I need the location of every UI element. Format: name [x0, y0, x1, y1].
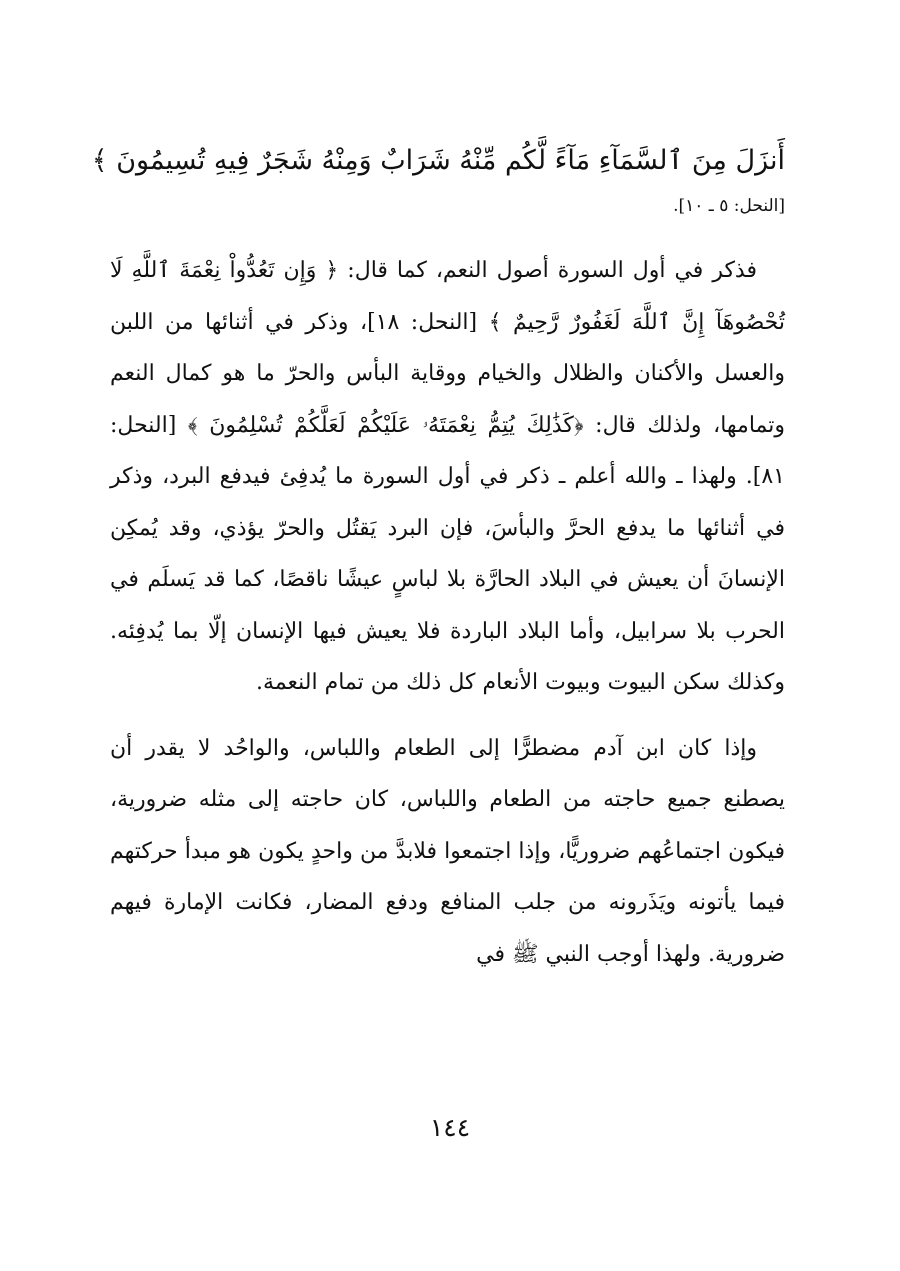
paragraph-1: فذكر في أول السورة أصول النعم، كما قال: ﴿ وَإِن تَعُدُّواْ نِعْمَةَ ٱللَّهِ لَا تُحْصُوهَآ إِنَّ ٱللَّهَ لَغَفُورٌ رَّحِيمٌ ﴾ [النحل: ١٨]، وذكر في أثنائها من اللبن والعسل والأكنان والظلال والخيام ووقاية البأس والحرّ ما هو كمال النعم وتمامها، ولذلك قال: ﴿كَذَٰلِكَ يُتِمُّ نِعْمَتَهُۥ عَلَيْكُمْ لَعَلَّكُمْ تُسْلِمُونَ ﴾ [النحل: ٨١]. ولهذا ـ والله أعلم ـ ذكر في أول السورة ما يُدفِئ فيدفع البرد، وذكر في أثنائها ما يدفع الحرَّ والبأسَ، فإن البرد يَقتُل والحرّ يؤذي، وقد يُمكِن الإنسانَ أن يعيش في البلاد الحارَّة بلا لباسٍ عيشًا ناقصًا، كما قد يَسلَم في الحرب بلا سرابيل، وأما البلاد الباردة فلا يعيش فيها الإنسان إلّا بما يُدفِئه. وكذلك سكن البيوت وبيوت الأنعام كل ذلك من تمام النعمة. — [110, 258, 785, 695]
paragraph-2: وإذا كان ابن آدم مضطرًّا إلى الطعام واللباس، والواحُد لا يقدر أن يصطنع جميع حاجته من الطعام واللباس، كان حاجته إلى مثله ضرورية، فيكون اجتماعُهم ضروريًّا، وإذا اجتمعوا فلابدَّ من واحدٍ يكون هو مبدأ حركتهم فيما يأتونه ويَذَرونه من جلب المنافع ودفع المضار، فكانت الإمارة فيهم ضرورية. ولهذا أوجب النبي ﷺ في — [110, 735, 785, 967]
page-number: ١٤٤ — [429, 1113, 471, 1142]
book-page — [91, 135, 785, 1271]
quran-verse-continuation: أَنزَلَ مِنَ ٱلسَّمَآءِ مَآءً لَّكُم مِّنْهُ شَرَابٌ وَمِنْهُ شَجَرٌ فِيهِ تُسِيمُونَ ﴾ — [91, 145, 785, 176]
verse-reference: [النحل: ٥ ـ ١٠]. — [673, 196, 785, 216]
